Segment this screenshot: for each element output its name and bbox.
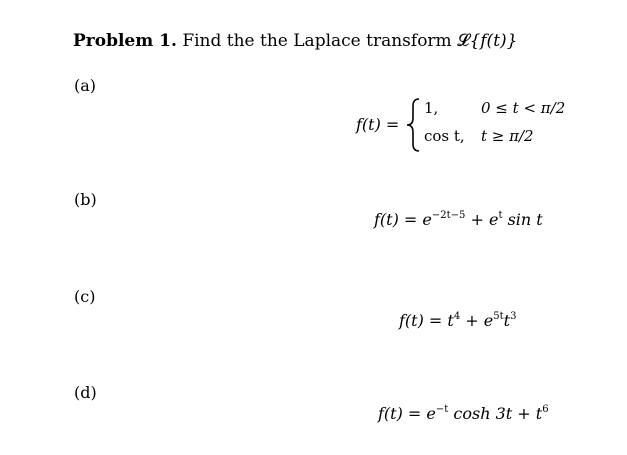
piecewise-brace xyxy=(404,97,424,153)
part-c-label: (c) xyxy=(74,287,96,306)
case-1-condition: 0 ≤ t < π/2 xyxy=(481,99,566,117)
part-a-lhs: f(t) = xyxy=(356,115,400,134)
laplace-symbol: 𝓛 xyxy=(457,31,470,51)
part-b-equation: $f(t) = e^{-2t-5} + e^t$ sin t xyxy=(374,210,543,229)
problem-heading: Problem 1. xyxy=(73,31,177,51)
part-a-label: (a) xyxy=(74,76,97,95)
case-2-value: cos t, xyxy=(424,127,465,145)
case-1-value: 1, xyxy=(424,99,439,117)
part-b-label: (b) xyxy=(74,190,97,209)
part-d-label: (d) xyxy=(74,383,97,402)
case-2-condition: t ≥ π/2 xyxy=(481,127,534,145)
laplace-argument: {f(t)} xyxy=(469,31,518,51)
problem-title xyxy=(73,31,517,51)
problem-instruction: Find the the Laplace transform xyxy=(182,31,452,51)
part-c-equation: $f(t) = t^4 + e^{5t}t^3$ xyxy=(399,311,517,330)
part-d-equation: $f(t) = e^{-t}$ $\cosh 3t + t^6$ xyxy=(378,404,549,423)
